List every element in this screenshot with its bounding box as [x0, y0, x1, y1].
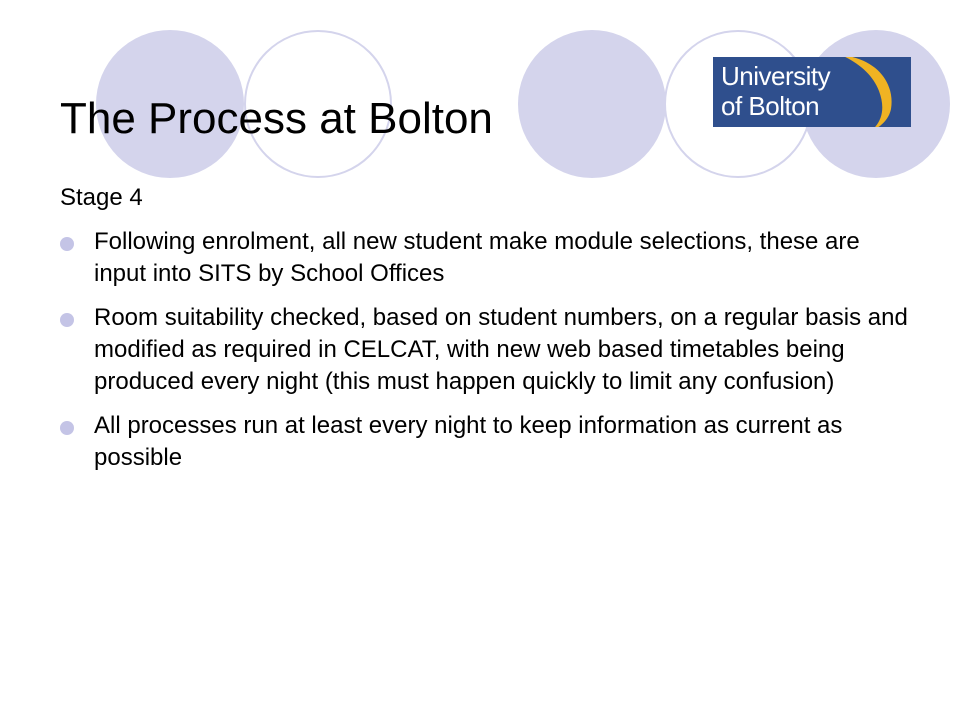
list-item	[60, 302, 910, 398]
bullet-text: All processes run at least every night to keep information as current as possible	[94, 412, 843, 471]
bullet-dot-icon	[60, 313, 74, 327]
logo-line-1: University	[721, 61, 831, 91]
stage-heading: Stage 4	[60, 184, 143, 211]
logo-swoosh-icon	[831, 57, 911, 127]
university-logo	[713, 57, 911, 127]
logo-line-2: of Bolton	[721, 91, 820, 121]
slide-title: The Process at Bolton	[60, 94, 493, 144]
bullet-text: Room suitability checked, based on student numbers, on a regular basis and modified as required in CELCAT, with new web based timetables being produced every night (this must happen quickly to limit any confusion)	[94, 304, 908, 395]
list-item	[60, 410, 910, 474]
logo-text	[721, 61, 830, 121]
bullet-dot-icon	[60, 421, 74, 435]
decorative-circle-filled	[518, 30, 666, 178]
list-item	[60, 226, 910, 290]
bullet-list	[60, 226, 910, 486]
bullet-dot-icon	[60, 237, 74, 251]
bullet-text: Following enrolment, all new student make module selections, these are input into SITS by School Offices	[94, 228, 860, 287]
